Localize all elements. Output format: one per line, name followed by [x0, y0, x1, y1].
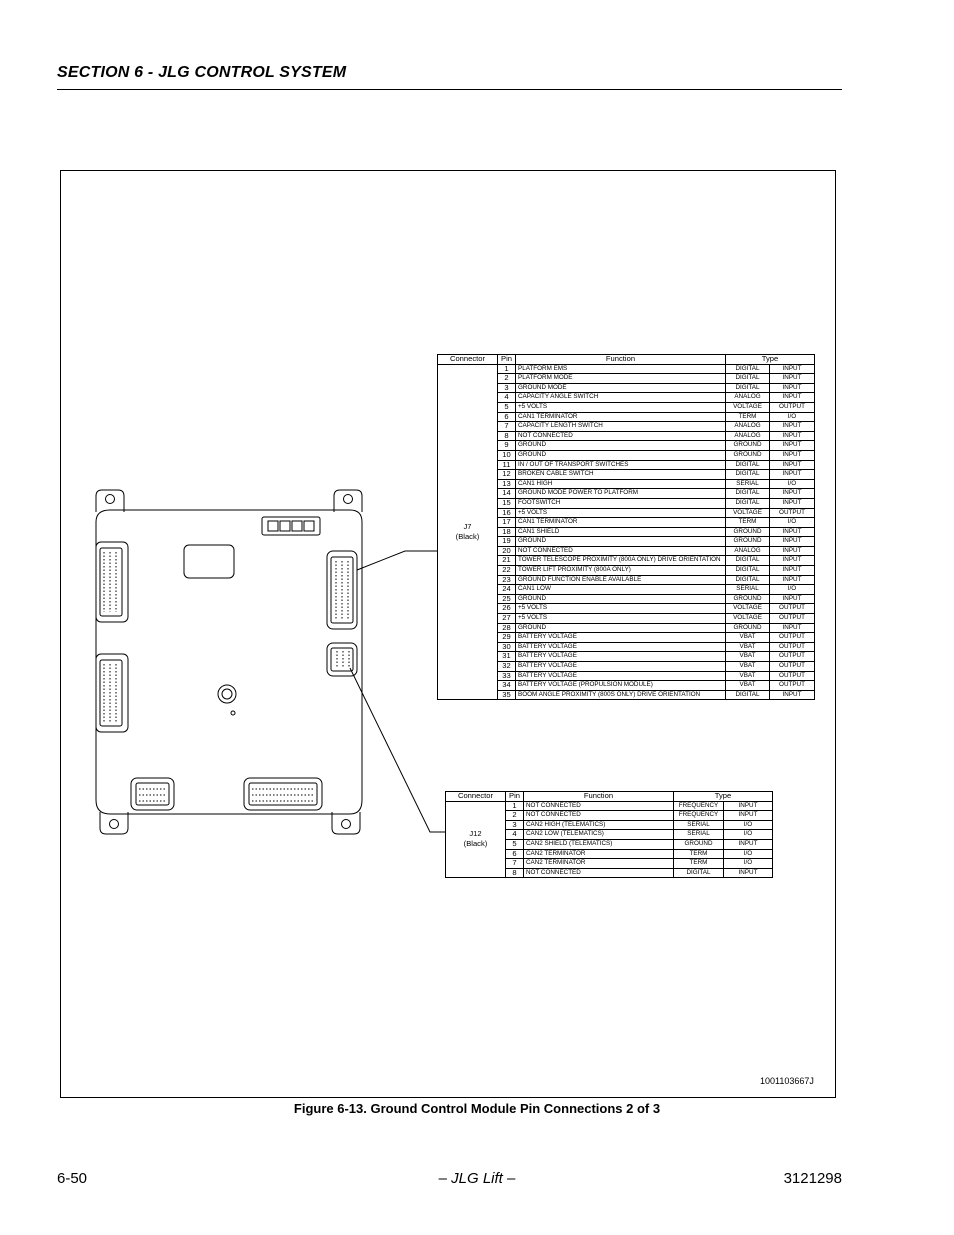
j7-function-cell: BATTERY VOLTAGE	[516, 662, 726, 672]
j7-signal-cell: SERIAL	[726, 585, 770, 595]
j7-function-cell: CAN1 TERMINATOR	[516, 412, 726, 422]
j7-function-cell: GROUND	[516, 594, 726, 604]
j7-signal-cell: VBAT	[726, 671, 770, 681]
j7-direction-cell: INPUT	[770, 546, 815, 556]
j12-function-cell: NOT CONNECTED	[524, 811, 674, 821]
j7-direction-cell: INPUT	[770, 383, 815, 393]
j7-signal-cell: DIGITAL	[726, 383, 770, 393]
j7-signal-cell: VBAT	[726, 662, 770, 672]
j7-signal-cell: ANALOG	[726, 546, 770, 556]
j7-header-type: Type	[726, 355, 815, 365]
j7-pin-cell: 32	[498, 662, 516, 672]
j12-pin-cell: 6	[506, 849, 524, 859]
mounting-ear-bottom-right	[332, 812, 360, 834]
j7-signal-cell: GROUND	[726, 537, 770, 547]
j12-function-cell: CAN2 TERMINATOR	[524, 849, 674, 859]
j7-pin-cell: 13	[498, 479, 516, 489]
j7-direction-cell: INPUT	[770, 575, 815, 585]
j7-signal-cell: GROUND	[726, 450, 770, 460]
j7-connector-cell	[438, 364, 498, 700]
j7-function-cell: NOT CONNECTED	[516, 546, 726, 556]
j12-connector-color: (Black)	[463, 839, 488, 849]
j12-signal-cell: FREQUENCY	[674, 801, 724, 811]
j7-direction-cell: INPUT	[770, 498, 815, 508]
j7-function-cell: +5 VOLTS	[516, 614, 726, 624]
j7-function-cell: +5 VOLTS	[516, 508, 726, 518]
j7-function-cell: GROUND	[516, 450, 726, 460]
j7-direction-cell: I/O	[770, 585, 815, 595]
j12-function-cell: CAN2 SHIELD (TELEMATICS)	[524, 839, 674, 849]
j12-signal-cell: FREQUENCY	[674, 811, 724, 821]
j7-pin-cell: 17	[498, 518, 516, 528]
j7-function-cell: +5 VOLTS	[516, 604, 726, 614]
j12-connector-cell	[446, 801, 506, 878]
j7-direction-cell: OUTPUT	[770, 671, 815, 681]
j12-pin-cell: 7	[506, 859, 524, 869]
j7-direction-cell: I/O	[770, 479, 815, 489]
j7-direction-cell: INPUT	[770, 393, 815, 403]
j7-function-cell: BATTERY VOLTAGE	[516, 642, 726, 652]
j7-function-cell: BATTERY VOLTAGE	[516, 633, 726, 643]
j12-signal-cell: TERM	[674, 859, 724, 869]
j7-direction-cell: OUTPUT	[770, 604, 815, 614]
j7-pin-cell: 23	[498, 575, 516, 585]
j7-signal-cell: VOLTAGE	[726, 508, 770, 518]
j7-connector-name: J7	[463, 521, 472, 531]
j7-pin-cell: 30	[498, 642, 516, 652]
j7-pin-cell: 1	[498, 364, 516, 374]
j7-signal-cell: DIGITAL	[726, 575, 770, 585]
j12-header-pin: Pin	[506, 792, 524, 802]
j7-pin-table	[437, 354, 815, 700]
j7-pin-cell: 21	[498, 556, 516, 566]
j7-direction-cell: INPUT	[770, 556, 815, 566]
j12-header-row	[446, 792, 773, 802]
j12-signal-cell: DIGITAL	[674, 868, 724, 878]
j7-function-cell: BATTERY VOLTAGE	[516, 652, 726, 662]
j7-direction-cell: INPUT	[770, 460, 815, 470]
j7-direction-cell: INPUT	[770, 566, 815, 576]
j7-pin-cell: 11	[498, 460, 516, 470]
j7-pin-cell: 26	[498, 604, 516, 614]
j7-function-cell: BATTERY VOLTAGE (PROPULSION MODULE)	[516, 681, 726, 691]
figure-caption: Figure 6-13. Ground Control Module Pin Connections 2 of 3	[293, 1101, 661, 1116]
j7-function-cell: GROUND MODE	[516, 383, 726, 393]
label-window	[184, 545, 234, 578]
j7-leader-line	[357, 551, 437, 570]
j7-signal-cell: TERM	[726, 412, 770, 422]
j12-pin-cell: 4	[506, 830, 524, 840]
j7-pin-cell: 9	[498, 441, 516, 451]
j7-signal-cell: GROUND	[726, 623, 770, 633]
j7-direction-cell: OUTPUT	[770, 614, 815, 624]
section-title: SECTION 6 - JLG CONTROL SYSTEM	[57, 64, 347, 81]
j7-function-cell: GROUND	[516, 537, 726, 547]
j7-pin-cell: 22	[498, 566, 516, 576]
j12-direction-cell: INPUT	[724, 801, 773, 811]
j7-pin-cell: 18	[498, 527, 516, 537]
j7-direction-cell: INPUT	[770, 537, 815, 547]
bottom-connector-right	[244, 778, 322, 810]
j7-function-cell: TOWER LIFT PROXIMITY (800A ONLY)	[516, 566, 726, 576]
j12-header-connector: Connector	[446, 792, 506, 802]
j7-signal-cell: TERM	[726, 518, 770, 528]
j12-function-cell: NOT CONNECTED	[524, 801, 674, 811]
j7-signal-cell: DIGITAL	[726, 460, 770, 470]
module-outline	[96, 510, 362, 814]
j12-function-cell: NOT CONNECTED	[524, 868, 674, 878]
j7-signal-cell: VOLTAGE	[726, 402, 770, 412]
j7-direction-cell: INPUT	[770, 450, 815, 460]
j7-direction-cell: OUTPUT	[770, 402, 815, 412]
j7-header-pin: Pin	[498, 355, 516, 365]
j7-pin-cell: 10	[498, 450, 516, 460]
j7-function-cell: IN / OUT OF TRANSPORT SWITCHES	[516, 460, 726, 470]
j7-pin-cell: 34	[498, 681, 516, 691]
j7-function-cell: CAN1 SHIELD	[516, 527, 726, 537]
j12-pin-cell: 8	[506, 868, 524, 878]
j7-pin-cell: 28	[498, 623, 516, 633]
j7-function-cell: CAN1 LOW	[516, 585, 726, 595]
j7-signal-cell: VBAT	[726, 633, 770, 643]
j7-pin-cell: 14	[498, 489, 516, 499]
j7-signal-cell: GROUND	[726, 594, 770, 604]
j12-pin-cell: 1	[506, 801, 524, 811]
j7-table-row	[438, 364, 815, 374]
j7-signal-cell: GROUND	[726, 527, 770, 537]
j7-signal-cell: DIGITAL	[726, 556, 770, 566]
j7-direction-cell: OUTPUT	[770, 508, 815, 518]
j12-table-row	[446, 801, 773, 811]
j7-direction-cell: OUTPUT	[770, 652, 815, 662]
j7-direction-cell: INPUT	[770, 623, 815, 633]
j12-header-function: Function	[524, 792, 674, 802]
j7-pin-cell: 2	[498, 374, 516, 384]
j7-function-cell: PLATFORM EMS	[516, 364, 726, 374]
j12-pin-table	[445, 791, 773, 878]
j7-function-cell: BROKEN CABLE SWITCH	[516, 470, 726, 480]
mounting-ear-top-right	[334, 490, 362, 512]
j7-signal-cell: GROUND	[726, 441, 770, 451]
j7-signal-cell: ANALOG	[726, 422, 770, 432]
j7-direction-cell: OUTPUT	[770, 681, 815, 691]
j7-pin-cell: 24	[498, 585, 516, 595]
j7-connector-color: (Black)	[455, 531, 480, 541]
j7-pin-cell: 19	[498, 537, 516, 547]
j7-pin-cell: 16	[498, 508, 516, 518]
j12-connector	[327, 643, 357, 676]
j7-signal-cell: DIGITAL	[726, 566, 770, 576]
j7-function-cell: CAPACITY LENGTH SWITCH	[516, 422, 726, 432]
j7-function-cell: TOWER TELESCOPE PROXIMITY (800A ONLY) DRIVE ORIENTATION	[516, 556, 726, 566]
j7-pin-cell: 33	[498, 671, 516, 681]
j7-pin-cell: 15	[498, 498, 516, 508]
j7-function-cell: NOT CONNECTED	[516, 431, 726, 441]
j7-pin-cell: 27	[498, 614, 516, 624]
j7-signal-cell: DIGITAL	[726, 470, 770, 480]
j7-direction-cell: INPUT	[770, 690, 815, 700]
footer-publisher: – JLG Lift –	[438, 1170, 516, 1187]
j12-direction-cell: I/O	[724, 849, 773, 859]
j7-direction-cell: INPUT	[770, 527, 815, 537]
j12-pin-cell: 3	[506, 820, 524, 830]
j7-direction-cell: OUTPUT	[770, 633, 815, 643]
j7-signal-cell: VOLTAGE	[726, 614, 770, 624]
j7-pin-cell: 25	[498, 594, 516, 604]
j7-direction-cell: INPUT	[770, 431, 815, 441]
j7-signal-cell: SERIAL	[726, 479, 770, 489]
page-number: 6-50	[57, 1170, 88, 1187]
j12-direction-cell: I/O	[724, 859, 773, 869]
document-number: 3121298	[783, 1170, 842, 1187]
j7-pin-cell: 3	[498, 383, 516, 393]
j7-header-row	[438, 355, 815, 365]
j12-function-cell: CAN2 LOW (TELEMATICS)	[524, 830, 674, 840]
j7-signal-cell: DIGITAL	[726, 690, 770, 700]
figure-ref-number: 1001103667J	[760, 1076, 814, 1086]
j12-connector-name: J12	[469, 829, 482, 839]
j7-pin-cell: 6	[498, 412, 516, 422]
j12-header-type: Type	[674, 792, 773, 802]
bottom-connector-left	[131, 778, 174, 810]
j7-direction-cell: INPUT	[770, 364, 815, 374]
j7-direction-cell: INPUT	[770, 374, 815, 384]
j7-pin-cell: 20	[498, 546, 516, 556]
j7-function-cell: FOOTSWITCH	[516, 498, 726, 508]
j7-function-cell: GROUND	[516, 623, 726, 633]
j12-direction-cell: I/O	[724, 830, 773, 840]
left-connector-lower	[96, 654, 128, 732]
j7-pin-cell: 8	[498, 431, 516, 441]
j7-signal-cell: DIGITAL	[726, 374, 770, 384]
j12-leader-line	[350, 668, 445, 832]
mounting-ear-bottom-left	[100, 812, 128, 834]
j7-function-cell: GROUND	[516, 441, 726, 451]
j7-function-cell: CAN1 HIGH	[516, 479, 726, 489]
j7-header-connector: Connector	[438, 355, 498, 365]
j7-direction-cell: INPUT	[770, 441, 815, 451]
j7-signal-cell: VOLTAGE	[726, 604, 770, 614]
j7-direction-cell: INPUT	[770, 470, 815, 480]
j7-direction-cell: INPUT	[770, 594, 815, 604]
j7-function-cell: BATTERY VOLTAGE	[516, 671, 726, 681]
j7-direction-cell: OUTPUT	[770, 642, 815, 652]
j12-pin-cell: 5	[506, 839, 524, 849]
j12-function-cell: CAN2 TERMINATOR	[524, 859, 674, 869]
j7-pin-cell: 4	[498, 393, 516, 403]
j7-pin-cell: 12	[498, 470, 516, 480]
j12-signal-cell: GROUND	[674, 839, 724, 849]
j7-signal-cell: VBAT	[726, 642, 770, 652]
j7-function-cell: GROUND FUNCTION ENABLE AVAILABLE	[516, 575, 726, 585]
left-connector-upper	[96, 542, 128, 622]
j7-header-function: Function	[516, 355, 726, 365]
j12-function-cell: CAN2 HIGH (TELEMATICS)	[524, 820, 674, 830]
j12-direction-cell: INPUT	[724, 811, 773, 821]
j12-signal-cell: TERM	[674, 849, 724, 859]
j7-signal-cell: DIGITAL	[726, 498, 770, 508]
j7-pin-cell: 35	[498, 690, 516, 700]
j7-function-cell: CAPACITY ANGLE SWITCH	[516, 393, 726, 403]
j7-function-cell: PLATFORM MODE	[516, 374, 726, 384]
j7-signal-cell: VBAT	[726, 652, 770, 662]
j7-connector	[327, 551, 357, 629]
j7-signal-cell: VBAT	[726, 681, 770, 691]
j7-direction-cell: OUTPUT	[770, 662, 815, 672]
j7-function-cell: BOOM ANGLE PROXIMITY (800S ONLY) DRIVE ORIENTATION	[516, 690, 726, 700]
j7-pin-cell: 29	[498, 633, 516, 643]
j7-signal-cell: ANALOG	[726, 393, 770, 403]
top-connector	[262, 517, 320, 535]
center-stud	[218, 685, 236, 703]
j7-direction-cell: I/O	[770, 518, 815, 528]
j12-signal-cell: SERIAL	[674, 830, 724, 840]
j12-signal-cell: SERIAL	[674, 820, 724, 830]
j7-signal-cell: DIGITAL	[726, 364, 770, 374]
j7-function-cell: +5 VOLTS	[516, 402, 726, 412]
j12-direction-cell: I/O	[724, 820, 773, 830]
j7-pin-cell: 7	[498, 422, 516, 432]
j7-function-cell: GROUND MODE POWER TO PLATFORM	[516, 489, 726, 499]
j7-direction-cell: INPUT	[770, 422, 815, 432]
j7-function-cell: CAN1 TERMINATOR	[516, 518, 726, 528]
j12-direction-cell: INPUT	[724, 868, 773, 878]
j12-direction-cell: INPUT	[724, 839, 773, 849]
j12-pin-cell: 2	[506, 811, 524, 821]
j7-pin-cell: 5	[498, 402, 516, 412]
j7-signal-cell: DIGITAL	[726, 489, 770, 499]
j7-signal-cell: ANALOG	[726, 431, 770, 441]
mounting-ear-top-left	[96, 490, 124, 512]
j7-direction-cell: INPUT	[770, 489, 815, 499]
j7-pin-cell: 31	[498, 652, 516, 662]
j7-direction-cell: I/O	[770, 412, 815, 422]
